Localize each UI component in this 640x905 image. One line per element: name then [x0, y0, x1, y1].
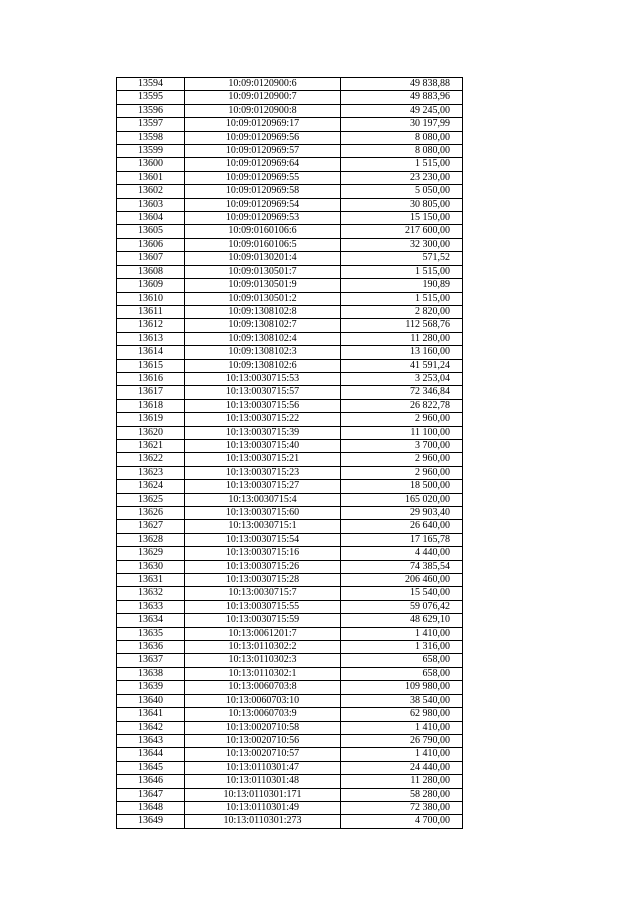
- row-number-cell: 13594: [117, 78, 185, 91]
- row-number-cell: 13617: [117, 386, 185, 399]
- amount-cell: 165 020,00: [341, 493, 463, 506]
- table-row: [117, 734, 463, 747]
- cadastral-number-cell: 10:09:1308102:4: [185, 332, 341, 345]
- cadastral-number-cell: 10:09:1308102:7: [185, 319, 341, 332]
- row-number-cell: 13641: [117, 708, 185, 721]
- cadastral-number-cell: 10:13:0030715:39: [185, 426, 341, 439]
- row-number-cell: 13606: [117, 238, 185, 251]
- table-row: [117, 466, 463, 479]
- row-number-cell: 13649: [117, 815, 185, 828]
- amount-cell: 15 540,00: [341, 587, 463, 600]
- amount-cell: 1 410,00: [341, 748, 463, 761]
- amount-cell: 2 960,00: [341, 413, 463, 426]
- row-number-cell: 13639: [117, 681, 185, 694]
- table-row: [117, 520, 463, 533]
- row-number-cell: 13616: [117, 372, 185, 385]
- table-row: [117, 185, 463, 198]
- table-row: [117, 801, 463, 814]
- row-number-cell: 13640: [117, 694, 185, 707]
- cadastral-number-cell: 10:09:0130501:9: [185, 279, 341, 292]
- row-number-cell: 13645: [117, 761, 185, 774]
- table-row: [117, 372, 463, 385]
- cadastral-number-cell: 10:13:0030715:21: [185, 453, 341, 466]
- table-row: [117, 788, 463, 801]
- cadastral-number-cell: 10:09:0130201:4: [185, 252, 341, 265]
- amount-cell: 49 883,96: [341, 91, 463, 104]
- row-number-cell: 13631: [117, 574, 185, 587]
- amount-cell: 1 316,00: [341, 641, 463, 654]
- amount-cell: 4 700,00: [341, 815, 463, 828]
- row-number-cell: 13638: [117, 667, 185, 680]
- table-row: [117, 265, 463, 278]
- amount-cell: 112 568,76: [341, 319, 463, 332]
- amount-cell: 23 230,00: [341, 171, 463, 184]
- amount-cell: 15 150,00: [341, 212, 463, 225]
- table-row: [117, 78, 463, 91]
- cadastral-number-cell: 10:09:0120969:55: [185, 171, 341, 184]
- amount-cell: 658,00: [341, 667, 463, 680]
- table-row: [117, 667, 463, 680]
- row-number-cell: 13619: [117, 413, 185, 426]
- row-number-cell: 13609: [117, 279, 185, 292]
- amount-cell: 49 245,00: [341, 104, 463, 117]
- amount-cell: 2 820,00: [341, 305, 463, 318]
- row-number-cell: 13627: [117, 520, 185, 533]
- table-row: [117, 131, 463, 144]
- row-number-cell: 13602: [117, 185, 185, 198]
- cadastral-number-cell: 10:09:0120969:53: [185, 212, 341, 225]
- cadastral-number-cell: 10:13:0030715:28: [185, 574, 341, 587]
- amount-cell: 11 280,00: [341, 332, 463, 345]
- cadastral-number-cell: 10:13:0110302:1: [185, 667, 341, 680]
- cadastral-number-cell: 10:13:0030715:53: [185, 372, 341, 385]
- amount-cell: 1 515,00: [341, 292, 463, 305]
- row-number-cell: 13615: [117, 359, 185, 372]
- row-number-cell: 13647: [117, 788, 185, 801]
- cadastral-number-cell: 10:13:0030715:57: [185, 386, 341, 399]
- cadastral-number-cell: 10:13:0030715:60: [185, 507, 341, 520]
- row-number-cell: 13598: [117, 131, 185, 144]
- row-number-cell: 13604: [117, 212, 185, 225]
- amount-cell: 1 515,00: [341, 265, 463, 278]
- table-row: [117, 641, 463, 654]
- row-number-cell: 13620: [117, 426, 185, 439]
- row-number-cell: 13608: [117, 265, 185, 278]
- amount-cell: 3 700,00: [341, 439, 463, 452]
- table-row: [117, 145, 463, 158]
- cadastral-number-cell: 10:13:0020710:56: [185, 734, 341, 747]
- table-row: [117, 279, 463, 292]
- cadastral-number-cell: 10:09:0120900:8: [185, 104, 341, 117]
- cadastral-number-cell: 10:13:0030715:22: [185, 413, 341, 426]
- cadastral-number-cell: 10:13:0030715:1: [185, 520, 341, 533]
- amount-cell: 2 960,00: [341, 466, 463, 479]
- row-number-cell: 13625: [117, 493, 185, 506]
- table-row: [117, 238, 463, 251]
- amount-cell: 72 380,00: [341, 801, 463, 814]
- row-number-cell: 13624: [117, 480, 185, 493]
- row-number-cell: 13623: [117, 466, 185, 479]
- table-row: [117, 560, 463, 573]
- amount-cell: 49 838,88: [341, 78, 463, 91]
- table-row: [117, 225, 463, 238]
- amount-cell: 17 165,78: [341, 533, 463, 546]
- amount-cell: 190,89: [341, 279, 463, 292]
- table-row: [117, 708, 463, 721]
- cadastral-number-cell: 10:09:1308102:8: [185, 305, 341, 318]
- row-number-cell: 13642: [117, 721, 185, 734]
- amount-cell: 8 080,00: [341, 145, 463, 158]
- table-row: [117, 359, 463, 372]
- table-row: [117, 761, 463, 774]
- cadastral-number-cell: 10:13:0060703:9: [185, 708, 341, 721]
- table-row: [117, 426, 463, 439]
- table-row: [117, 574, 463, 587]
- amount-cell: 658,00: [341, 654, 463, 667]
- row-number-cell: 13648: [117, 801, 185, 814]
- row-number-cell: 13636: [117, 641, 185, 654]
- row-number-cell: 13630: [117, 560, 185, 573]
- row-number-cell: 13597: [117, 118, 185, 131]
- cadastral-number-cell: 10:09:0160106:5: [185, 238, 341, 251]
- amount-cell: 26 790,00: [341, 734, 463, 747]
- row-number-cell: 13596: [117, 104, 185, 117]
- table-row: [117, 386, 463, 399]
- cadastral-number-cell: 10:13:0060703:10: [185, 694, 341, 707]
- cadastral-number-cell: 10:09:0160106:6: [185, 225, 341, 238]
- row-number-cell: 13643: [117, 734, 185, 747]
- amount-cell: 26 822,78: [341, 399, 463, 412]
- table-row: [117, 118, 463, 131]
- amount-cell: 206 460,00: [341, 574, 463, 587]
- amount-cell: 41 591,24: [341, 359, 463, 372]
- table-row: [117, 694, 463, 707]
- table-row: [117, 614, 463, 627]
- cadastral-number-cell: 10:13:0030715:4: [185, 493, 341, 506]
- row-number-cell: 13637: [117, 654, 185, 667]
- amount-cell: 32 300,00: [341, 238, 463, 251]
- cadastral-number-cell: 10:09:0130501:2: [185, 292, 341, 305]
- row-number-cell: 13612: [117, 319, 185, 332]
- row-number-cell: 13601: [117, 171, 185, 184]
- cadastral-number-cell: 10:13:0030715:16: [185, 547, 341, 560]
- cadastral-number-cell: 10:13:0030715:56: [185, 399, 341, 412]
- amount-cell: 11 280,00: [341, 775, 463, 788]
- cadastral-number-cell: 10:13:0030715:54: [185, 533, 341, 546]
- table-row: [117, 480, 463, 493]
- table-row: [117, 439, 463, 452]
- table-row: [117, 399, 463, 412]
- cadastral-number-cell: 10:13:0030715:55: [185, 600, 341, 613]
- table-row: [117, 158, 463, 171]
- amount-cell: 571,52: [341, 252, 463, 265]
- amount-cell: 62 980,00: [341, 708, 463, 721]
- amount-cell: 1 515,00: [341, 158, 463, 171]
- amount-cell: 109 980,00: [341, 681, 463, 694]
- cadastral-number-cell: 10:09:0120969:54: [185, 198, 341, 211]
- amount-cell: 4 440,00: [341, 547, 463, 560]
- cadastral-number-cell: 10:13:0110302:2: [185, 641, 341, 654]
- cadastral-number-cell: 10:09:0120969:58: [185, 185, 341, 198]
- cadastral-number-cell: 10:13:0030715:27: [185, 480, 341, 493]
- amount-cell: 2 960,00: [341, 453, 463, 466]
- row-number-cell: 13626: [117, 507, 185, 520]
- cadastral-number-cell: 10:09:0120969:17: [185, 118, 341, 131]
- table-row: [117, 292, 463, 305]
- cadastral-number-cell: 10:13:0110301:47: [185, 761, 341, 774]
- amount-cell: 74 385,54: [341, 560, 463, 573]
- row-number-cell: 13644: [117, 748, 185, 761]
- table-row: [117, 533, 463, 546]
- row-number-cell: 13607: [117, 252, 185, 265]
- table-row: [117, 587, 463, 600]
- cadastral-number-cell: 10:13:0061201:7: [185, 627, 341, 640]
- row-number-cell: 13646: [117, 775, 185, 788]
- cadastral-number-cell: 10:13:0030715:7: [185, 587, 341, 600]
- row-number-cell: 13600: [117, 158, 185, 171]
- cadastral-number-cell: 10:09:0120900:6: [185, 78, 341, 91]
- amount-cell: 59 076,42: [341, 600, 463, 613]
- cadastral-number-cell: 10:13:0110301:48: [185, 775, 341, 788]
- table-row: [117, 493, 463, 506]
- table-row: [117, 547, 463, 560]
- amount-cell: 38 540,00: [341, 694, 463, 707]
- row-number-cell: 13611: [117, 305, 185, 318]
- row-number-cell: 13633: [117, 600, 185, 613]
- row-number-cell: 13599: [117, 145, 185, 158]
- cadastral-number-cell: 10:09:1308102:3: [185, 346, 341, 359]
- amount-cell: 18 500,00: [341, 480, 463, 493]
- row-number-cell: 13610: [117, 292, 185, 305]
- table-row: [117, 104, 463, 117]
- row-number-cell: 13622: [117, 453, 185, 466]
- amount-cell: 72 346,84: [341, 386, 463, 399]
- cadastral-number-cell: 10:09:0120969:57: [185, 145, 341, 158]
- amount-cell: 8 080,00: [341, 131, 463, 144]
- cadastral-number-cell: 10:13:0030715:26: [185, 560, 341, 573]
- row-number-cell: 13628: [117, 533, 185, 546]
- amount-cell: 5 050,00: [341, 185, 463, 198]
- amount-cell: 217 600,00: [341, 225, 463, 238]
- row-number-cell: 13629: [117, 547, 185, 560]
- row-number-cell: 13595: [117, 91, 185, 104]
- table-row: [117, 252, 463, 265]
- amount-cell: 48 629,10: [341, 614, 463, 627]
- amount-cell: 3 253,04: [341, 372, 463, 385]
- cadastral-number-cell: 10:13:0030715:59: [185, 614, 341, 627]
- table-row: [117, 654, 463, 667]
- cadastral-number-cell: 10:13:0030715:23: [185, 466, 341, 479]
- table-row: [117, 681, 463, 694]
- row-number-cell: 13632: [117, 587, 185, 600]
- table-row: [117, 507, 463, 520]
- cadastral-number-cell: 10:13:0110301:273: [185, 815, 341, 828]
- cadastral-value-table: [116, 77, 463, 829]
- table-row: [117, 413, 463, 426]
- row-number-cell: 13613: [117, 332, 185, 345]
- row-number-cell: 13614: [117, 346, 185, 359]
- amount-cell: 24 440,00: [341, 761, 463, 774]
- row-number-cell: 13605: [117, 225, 185, 238]
- amount-cell: 13 160,00: [341, 346, 463, 359]
- amount-cell: 11 100,00: [341, 426, 463, 439]
- cadastral-number-cell: 10:09:0130501:7: [185, 265, 341, 278]
- table-row: [117, 346, 463, 359]
- table-row: [117, 305, 463, 318]
- row-number-cell: 13634: [117, 614, 185, 627]
- amount-cell: 1 410,00: [341, 627, 463, 640]
- cadastral-number-cell: 10:13:0020710:58: [185, 721, 341, 734]
- table-row: [117, 775, 463, 788]
- table-row: [117, 748, 463, 761]
- table-row: [117, 212, 463, 225]
- table-row: [117, 627, 463, 640]
- cadastral-number-cell: 10:13:0060703:8: [185, 681, 341, 694]
- cadastral-number-cell: 10:13:0110301:49: [185, 801, 341, 814]
- table-row: [117, 332, 463, 345]
- row-number-cell: 13603: [117, 198, 185, 211]
- cadastral-number-cell: 10:13:0020710:57: [185, 748, 341, 761]
- table-body: [117, 78, 463, 829]
- cadastral-number-cell: 10:09:0120900:7: [185, 91, 341, 104]
- cadastral-number-cell: 10:13:0110302:3: [185, 654, 341, 667]
- amount-cell: 26 640,00: [341, 520, 463, 533]
- table-row: [117, 171, 463, 184]
- row-number-cell: 13635: [117, 627, 185, 640]
- table-row: [117, 721, 463, 734]
- table-row: [117, 198, 463, 211]
- amount-cell: 29 903,40: [341, 507, 463, 520]
- table-row: [117, 815, 463, 828]
- amount-cell: 30 197,99: [341, 118, 463, 131]
- table-row: [117, 91, 463, 104]
- cadastral-number-cell: 10:09:0120969:56: [185, 131, 341, 144]
- cadastral-number-cell: 10:09:1308102:6: [185, 359, 341, 372]
- amount-cell: 1 410,00: [341, 721, 463, 734]
- cadastral-number-cell: 10:09:0120969:64: [185, 158, 341, 171]
- cadastral-number-cell: 10:13:0030715:40: [185, 439, 341, 452]
- table-row: [117, 600, 463, 613]
- row-number-cell: 13618: [117, 399, 185, 412]
- amount-cell: 30 805,00: [341, 198, 463, 211]
- table-row: [117, 453, 463, 466]
- table-row: [117, 319, 463, 332]
- row-number-cell: 13621: [117, 439, 185, 452]
- cadastral-number-cell: 10:13:0110301:171: [185, 788, 341, 801]
- amount-cell: 58 280,00: [341, 788, 463, 801]
